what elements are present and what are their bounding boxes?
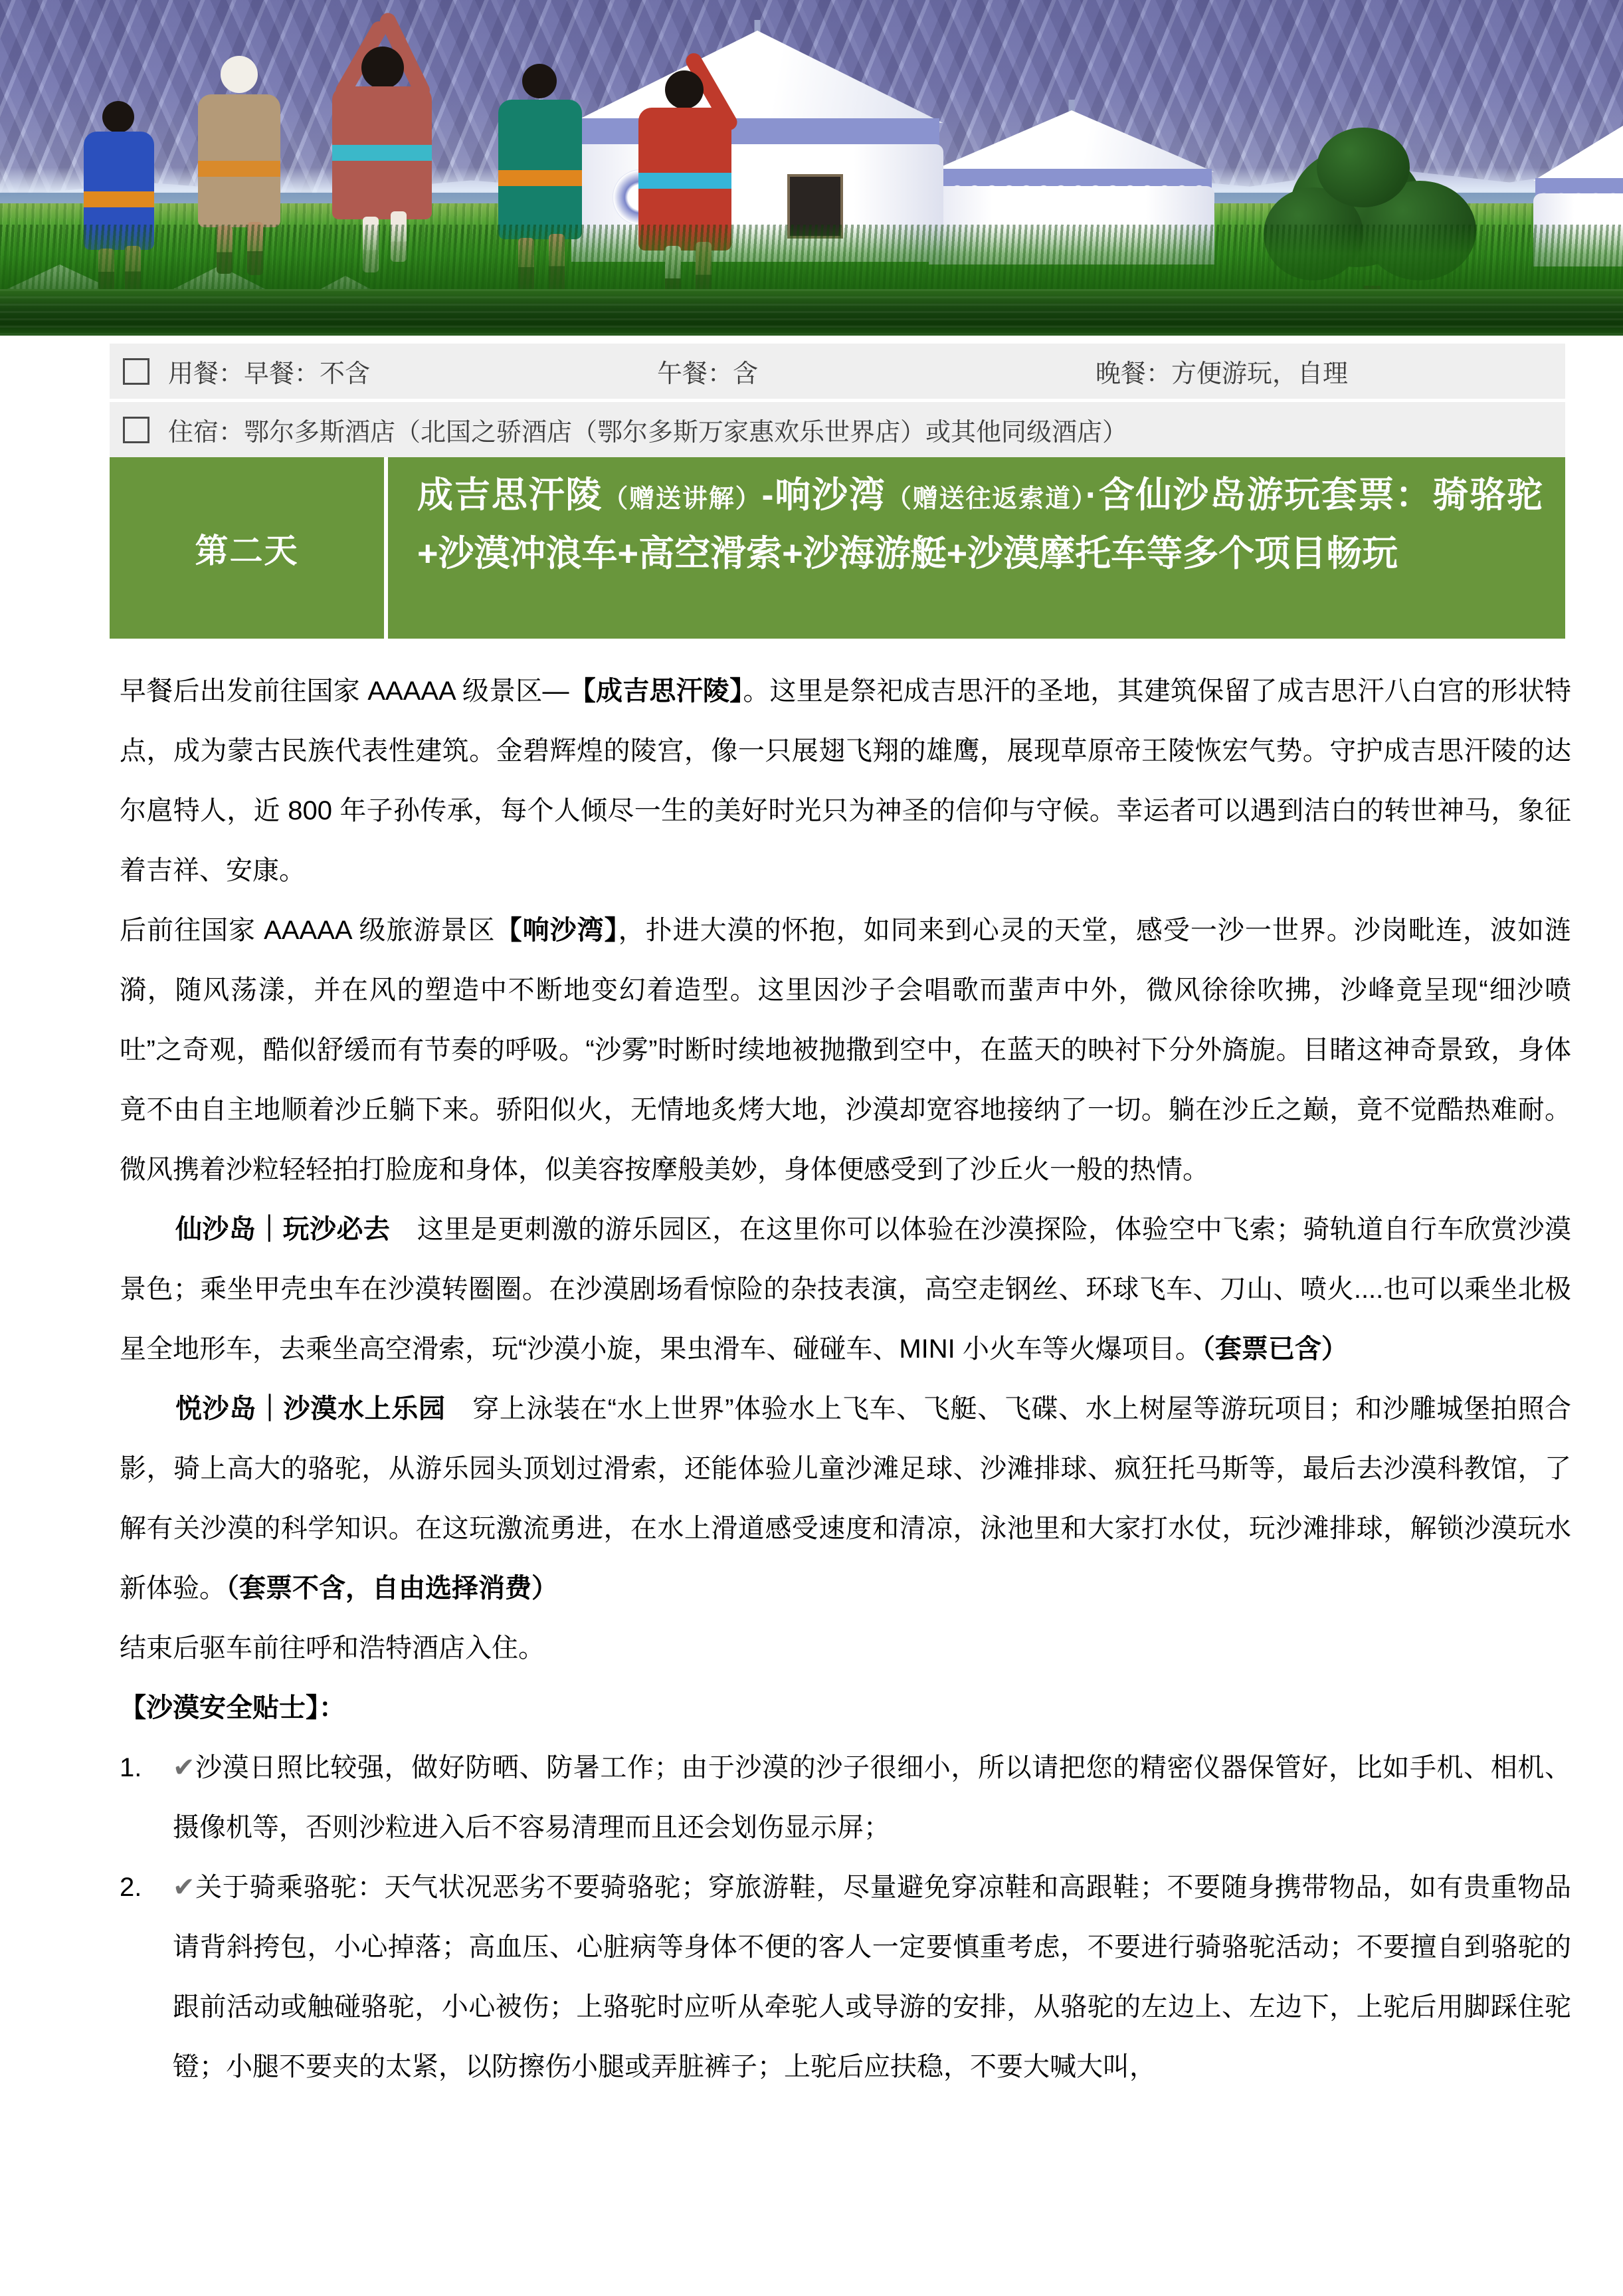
paragraph-xianshadao: 仙沙岛｜玩沙必去 这里是更刺激的游乐园区，在这里你可以体验在沙漠探险，体验空中飞索；骑轨道自行车欣赏沙漠景色；乘坐甲壳虫车在沙漠转圈圈。在沙漠剧场看惊险的杂技表演，高空走钢丝、环球飞车、刀山、喷火....也可以乘坐北极星全地形车，去乘坐高空滑索，玩“沙漠小旋，果虫滑车、碰碰车、MINI 小火车等火爆项目。（套票已含） xyxy=(120,1215,1572,1364)
itinerary-body xyxy=(120,661,1571,2097)
list-number: 2. xyxy=(120,1873,142,1902)
meals-breakfast-label: 用餐：早餐：不含 xyxy=(168,360,371,388)
paragraph-chengjisihanling: 早餐后出发前往国家 AAAAA 级景区—【成吉思汗陵】。这里是祭祀成吉思汗的圣地，其建筑保留了成吉思汗八白宫的形状特点，成为蒙古民族代表性建筑。金碧辉煌的陵宫，像一只展翅飞翔的雄鹰，展现草原帝王陵恢宏气势。守护成吉思汗陵的达尔扈特人，近 800 年子孙传承，每个人倾尽一生的美好时光只为神圣的信仰与守候。幸运者可以遇到洁白的转世神马，象征着吉祥、安康。 xyxy=(120,677,1572,885)
day-schedule-table xyxy=(110,457,1565,639)
day-title xyxy=(388,457,1565,639)
checkbox-icon xyxy=(123,417,149,443)
meals-dinner-label: 晚餐：方便游玩，自理 xyxy=(1096,360,1349,388)
checkbox-icon xyxy=(123,358,149,385)
meals-lunch-label: 午餐：含 xyxy=(657,360,759,388)
tip-text: 关于骑乘骆驼：天气状况恶劣不要骑骆驼；穿旅游鞋，尽量避免穿凉鞋和高跟鞋；不要随身携带物品，如有贵重物品请背斜挎包，小心掉落；高血压、心脏病等身体不便的客人一定要慎重考虑，不要进行骑骆驼活动；不要擅自到骆驼的跟前活动或触碰骆驼，小心被伤；上骆驼时应听从牵驼人或导游的安排，从骆驼的左边上、左边下，上驼后用脚踩住驼镫；小腿不要夹的太紧，以防擦伤小腿或弄脏裤子；上驼后应扶稳，不要大喊大叫， xyxy=(173,1873,1571,2081)
list-number: 1. xyxy=(120,1753,142,1782)
lodging-label: 住宿：鄂尔多斯酒店（北国之骄酒店（鄂尔多斯万家惠欢乐世界店）或其他同级酒店） xyxy=(168,419,1128,447)
header-photo xyxy=(0,0,1623,336)
checkmark-icon: ✔ xyxy=(173,1873,195,1902)
meals-row xyxy=(110,344,1565,399)
safety-tips-heading: 【沙漠安全贴士】： xyxy=(120,1693,345,1722)
lodging-row xyxy=(110,402,1565,457)
day-label: 第二天 xyxy=(195,532,299,570)
checkmark-icon: ✔ xyxy=(173,1753,195,1782)
trip-info xyxy=(0,344,1623,457)
title-note: （赠送讲解） xyxy=(603,485,762,513)
safety-tip-item xyxy=(120,1857,1571,2097)
title-attraction: -响沙湾 xyxy=(761,475,886,515)
title-package: ·含仙沙岛游玩套票：骑骆驼+沙漠冲浪车+高空滑索+沙海游艇+沙漠摩托车等多个项目畅玩 xyxy=(417,475,1543,574)
paragraph-hotel: 结束后驱车前往呼和浩特酒店入住。 xyxy=(120,1633,545,1663)
tip-text: 沙漠日照比较强，做好防晒、防暑工作；由于沙漠的沙子很细小，所以请把您的精密仪器保管好，比如手机、相机、摄像机等，否则沙粒进入后不容易清理而且还会划伤显示屏； xyxy=(173,1753,1571,1842)
green-gradient-band xyxy=(0,289,1623,336)
title-attraction: 成吉思汗陵 xyxy=(417,475,603,515)
safety-tip-item xyxy=(120,1738,1571,1857)
paragraph-yueshadao: 悦沙岛｜沙漠水上乐园 穿上泳装在“水上世界”体验水上飞车、飞艇、飞碟、水上树屋等游玩项目；和沙雕城堡拍照合影，骑上高大的骆驼，从游乐园头顶划过滑索，还能体验儿童沙滩足球、沙滩排球、疯狂托马斯等，最后去沙漠科教馆，了解有关沙漠的科学知识。在这玩激流勇进，在水上滑道感受速度和清凉，泳池里和大家打水仗，玩沙滩排球，解锁沙漠玩水新体验。（套票不含，自由选择消费） xyxy=(120,1394,1572,1603)
title-note: （赠送往返索道） xyxy=(886,485,1086,513)
paragraph-xiangshawan: 后前往国家 AAAAA 级旅游景区【响沙湾】，扑进大漠的怀抱，如同来到心灵的天堂，感受一沙一世界。沙岗毗连，波如涟漪，随风荡漾，并在风的塑造中不断地变幻着造型。这里因沙子会唱歌而蜚声中外，微风徐徐吹拂，沙峰竟呈现“细沙喷吐”之奇观，酷似舒缓而有节奏的呼吸。“沙雾”时断时续地被抛撒到空中，在蓝天的映衬下分外旖旎。目睹这神奇景致，身体竟不由自主地顺着沙丘躺下来。骄阳似火，无情地炙烤大地，沙漠却宽容地接纳了一切。躺在沙丘之巅，竟不觉酷热难耐。微风携着沙粒轻轻拍打脸庞和身体，似美容按摩般美妙，身体便感受到了沙丘火一般的热情。 xyxy=(120,916,1572,1184)
